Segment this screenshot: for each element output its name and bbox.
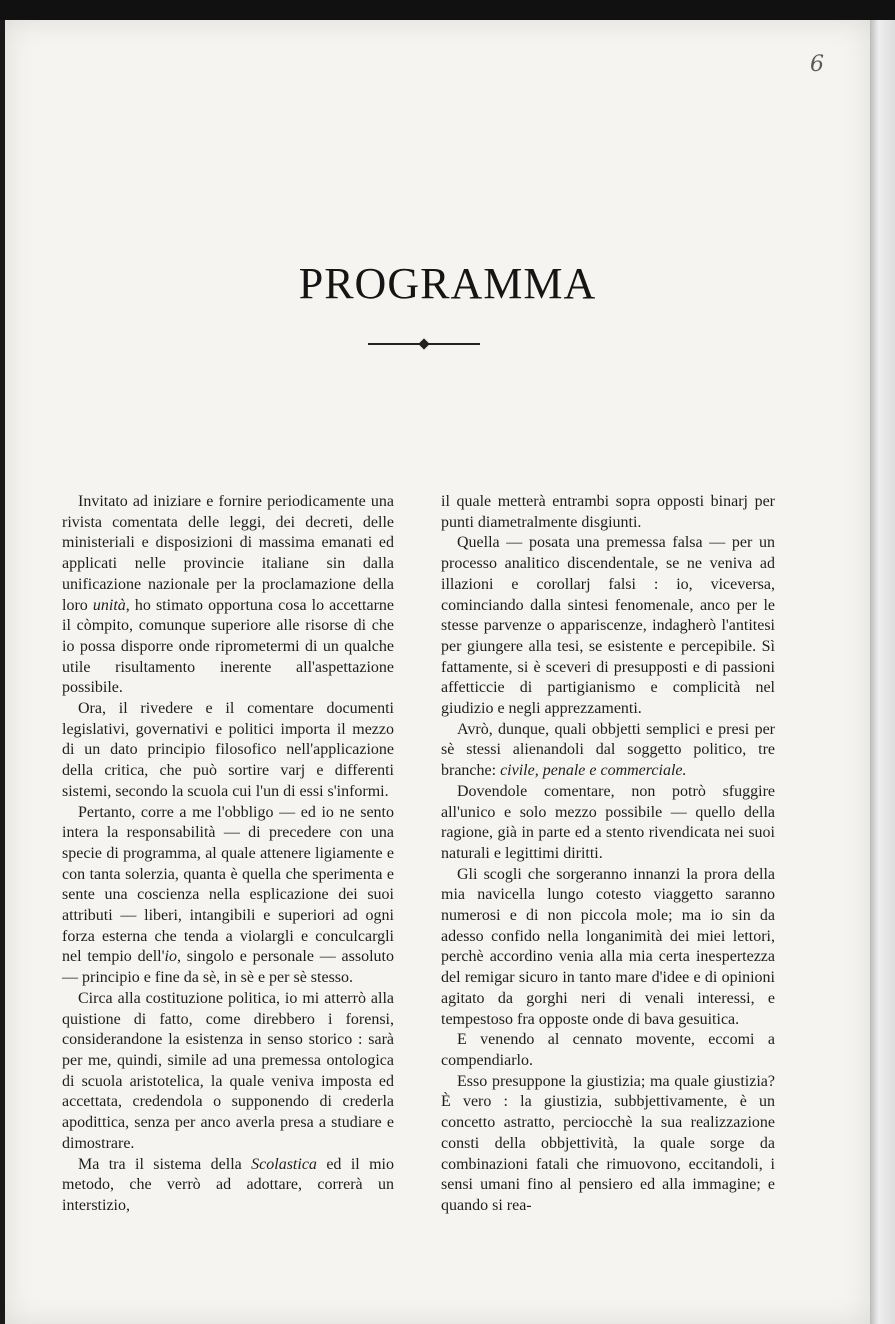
right-text-column [441,492,775,1217]
paragraph: E venendo al cennato movente, eccomi a compendiarlo. [441,1031,775,1069]
paper-right-edge [870,20,895,1324]
paragraph: Ma tra il sistema della Scolastica ed il mio metodo, che verrò ad adottare, correrà un interstizio, [62,1155,394,1214]
paragraph: Pertanto, corre a me l'obbligo — ed io ne sento intera la responsabilità — di precedere con una specie di programma, al quale attenere ligiamente e con tanta solerzia, quanta è quella che sperimenta e sente una coscienza nella esplicazione dei suoi attributi — liberi, intangibili e superiori ad ogni forza esterna che tenda a violargli e conculcargli nel tempio dell'io, singolo e personale — assoluto — principio e fine da sè, in sè e per sè stesso. [62,803,395,987]
paragraph: Dovendole comentare, non potrò sfuggire all'unico e solo mezzo possibile — quello della ragione, già in parte ed a stento rivendicata nei suoi naturali e legittimi diritti. [441,782,775,862]
paragraph: Circa alla costituzione politica, io mi atterrò alla quistione di fatto, come direbbero i forensi, considerandone la esistenza in senso storico : sarà per me, quindi, simile ad una premessa ontologica di scuola aristotelica, la quale veniva imposta ed accettata, credendola o supponendo di crederla apodittica, senza per anco averla presa a studiare e dimostrare. [62,989,394,1152]
paragraph: il quale metterà entrambi sopra opposti binarj per punti diametralmente disgiunti. [441,493,775,531]
paragraph: Esso presuppone la giustizia; ma quale giustizia? È vero : la giustizia, subbjettivamente, è un concetto astratto, perciocchè la sua realizzazione consti della obbjettività, la quale sorge da combinazioni fatali che rimuovono, eccitandoli, i sensi umani fino al pensiero ed alla immagine; e quando si rea- [441,1072,775,1214]
paragraph: Avrò, dunque, quali obbjetti semplici e presi per sè stessi alienandoli dal soggetto politico, tre branche: civile, penale e commerciale. [441,720,775,780]
paragraph: Invitato ad iniziare e fornire periodicamente una rivista comentata delle leggi, dei decreti, delle ministeriali e disposizioni di massima emanati ed applicati nelle provincie italiane sin dalla unificazione nazionale per la proclamazione della loro unità, ho stimato opportuna cosa lo accettarne il còmpito, comunque superiore alle risorse di che io possa disporre onde riprometermi di un qualche utile risultamento inerente all'aspettazione possibile. [62,493,395,697]
page-number: 6 [810,52,824,77]
page-title: PROGRAMMA [298,259,597,308]
paragraph: Quella — posata una premessa falsa — per un processo analitico discendentale, se ne veniva ad illazioni e corollarj falsi : io, viceversa, cominciando dalla sintesi fenomenale, anco per le stesse parvenze o appariscenze, indagherò l'antitesi per giungere alla tesi, se esistente e percepibile. Sì fattamente, si è sceveri di presupposti e di passioni affetticcie di partigianismo e complicità nel giudizio e negli apprezzamenti. [441,534,775,718]
left-text-column [62,492,394,1217]
scan-top-border [0,0,895,20]
paragraph: Gli scogli che sorgeranno innanzi la prora della mia navicella lungo cotesto viaggetto saranno numerosi e di non piccola mole; ma io sin da adesso confido nella longanimità dei miei lettori, perchè accordino venia alla mia certa inespertezza del remigar sicuro in tanto mare d'idee e di opinioni agitato da gorghi neri di venali interessi, e tempestoso fra opposte onde di bava gesuitica. [441,865,775,1028]
paragraph: Ora, il rivedere e il comentare documenti legislativi, governativi e politici importa il mezzo di un dato principio filosofico nell'applicazione della critica, che può sortire varj e differenti sistemi, secondo la scuola cui l'un di essi s'informi. [62,700,394,800]
